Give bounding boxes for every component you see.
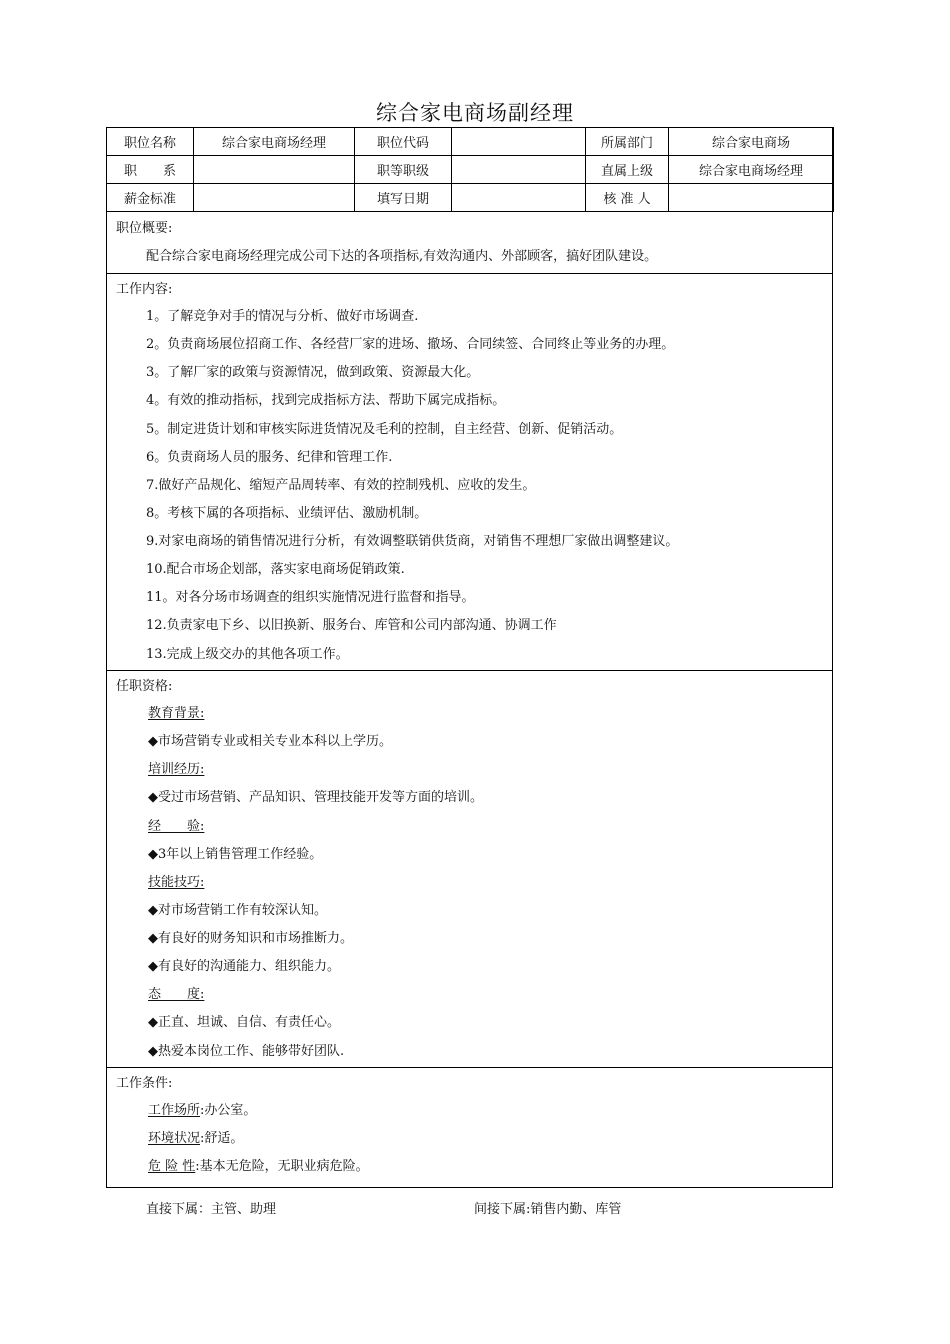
section-divider	[106, 670, 833, 671]
duty-item: 4。有效的推动指标，找到完成指标方法、帮助下属完成指标。	[146, 393, 506, 408]
duty-item: 1。了解竞争对手的情况与分析、做好市场调查.	[146, 309, 419, 324]
qualification-heading: 技能技巧:	[148, 875, 205, 890]
duty-item: 13.完成上级交办的其他各项工作。	[146, 647, 349, 662]
qualification-item: ◆3年以上销售管理工作经验。	[148, 847, 323, 862]
duty-item: 6。负责商场人员的服务、纪律和管理工作.	[146, 450, 393, 465]
field-label: 职位代码	[355, 128, 452, 156]
qualification-item: ◆受过市场营销、产品知识、管理技能开发等方面的培训。	[148, 790, 483, 805]
qualification-heading: 教育背景:	[148, 706, 205, 721]
field-value	[452, 184, 586, 212]
field-value	[669, 184, 834, 212]
summary-label: 职位概要:	[116, 221, 173, 236]
qualification-heading: 培训经历:	[148, 762, 205, 777]
qualifications-label: 任职资格:	[116, 679, 173, 694]
field-label: 薪金标准	[107, 184, 194, 212]
conditions-label: 工作条件:	[116, 1076, 173, 1091]
duty-item: 9.对家电商场的销售情况进行分析，有效调整联销供货商，对销售不理想厂家做出调整建议。	[146, 534, 679, 549]
duty-item: 10.配合市场企划部，落实家电商场促销政策.	[146, 562, 405, 577]
condition-key: 工作场所	[148, 1103, 201, 1118]
field-value	[452, 156, 586, 184]
field-label: 填写日期	[355, 184, 452, 212]
info-row	[107, 128, 834, 156]
duty-item: 2。负责商场展位招商工作、各经营厂家的进场、撤场、合同续签、合同终止等业务的办理。	[146, 337, 675, 352]
duty-item: 12.负责家电下乡、以旧换新、服务台、库管和公司内部沟通、协调工作	[146, 618, 557, 633]
section-divider	[106, 1067, 833, 1068]
condition-value: :基本无危险，无职业病危险。	[195, 1159, 369, 1174]
duty-item: 5。制定进货计划和审核实际进货情况及毛利的控制，自主经营、创新、促销活动。	[146, 422, 623, 437]
info-row	[107, 184, 834, 212]
qualification-item: ◆对市场营销工作有较深认知。	[148, 903, 327, 918]
condition-item	[148, 1101, 256, 1121]
page-title: 综合家电商场副经理	[376, 101, 574, 125]
duty-item: 3。了解厂家的政策与资源情况，做到政策、资源最大化。	[146, 365, 480, 380]
field-label: 所属部门	[586, 128, 669, 156]
qualification-item: ◆正直、坦诚、自信、有责任心。	[148, 1015, 340, 1030]
qualification-heading: 态 度:	[148, 987, 205, 1002]
condition-key: 危 险 性	[148, 1159, 196, 1174]
condition-value: :舒适。	[200, 1131, 244, 1146]
field-label: 职等职级	[355, 156, 452, 184]
condition-item	[148, 1129, 243, 1149]
section-divider	[106, 273, 833, 274]
duty-item: 11。对各分场市场调查的组织实施情况进行监督和指导。	[146, 590, 475, 605]
duty-item: 8。考核下属的各项指标、业绩评估、激励机制。	[146, 506, 428, 521]
direct-subordinates: 直接下属：主管、助理	[146, 1202, 277, 1217]
info-table	[106, 127, 834, 212]
field-value: 综合家电商场	[669, 128, 834, 156]
qualification-item: ◆热爱本岗位工作、能够带好团队.	[148, 1044, 345, 1059]
field-label: 职 系	[107, 156, 194, 184]
indirect-subordinates: 间接下属:销售内勤、库管	[474, 1202, 622, 1217]
duties-label: 工作内容:	[116, 282, 173, 297]
condition-key: 环境状况	[148, 1131, 201, 1146]
duty-item: 7.做好产品规化、缩短产品周转率、有效的控制残机、应收的发生。	[146, 478, 536, 493]
qualification-item: ◆有良好的财务知识和市场推断力。	[148, 931, 353, 946]
condition-value: :办公室。	[200, 1103, 257, 1118]
field-value: 综合家电商场经理	[194, 128, 355, 156]
qualification-heading: 经 验:	[148, 819, 205, 834]
field-label: 直属上级	[586, 156, 669, 184]
field-value: 综合家电商场经理	[669, 156, 834, 184]
qualification-item: ◆有良好的沟通能力、组织能力。	[148, 959, 340, 974]
qualification-item: ◆市场营销专业或相关专业本科以上学历。	[148, 734, 392, 749]
info-row	[107, 156, 834, 184]
field-value	[452, 128, 586, 156]
condition-item	[148, 1157, 369, 1177]
summary-text: 配合综合家电商场经理完成公司下达的各项指标,有效沟通内、外部顾客，搞好团队建设。	[146, 249, 658, 264]
field-label: 职位名称	[107, 128, 194, 156]
field-value	[194, 156, 355, 184]
field-value	[194, 184, 355, 212]
field-label: 核 准 人	[586, 184, 669, 212]
